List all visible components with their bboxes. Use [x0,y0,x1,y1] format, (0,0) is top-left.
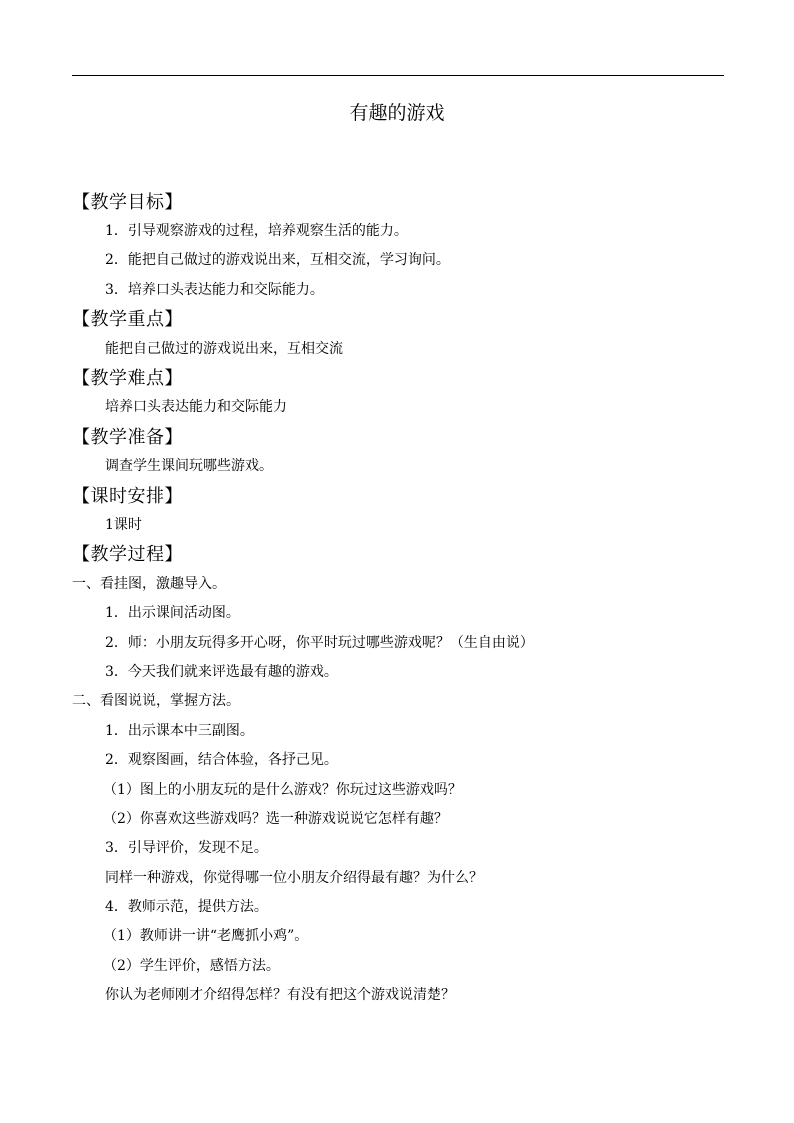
text-line: 1．引导观察游戏的过程，培养观察生活的能力。 [105,223,408,240]
section-heading: 【课时安排】 [72,485,183,507]
text-line: 4．教师示范，提供方法。 [105,899,268,916]
text-line: （1）教师讲一讲“老鹰抓小鸡”。 [103,928,309,945]
step-heading: 二、看图说说，掌握方法。 [72,693,240,710]
text-line: 2．师：小朋友玩得多开心呀，你平时玩过哪些游戏呢？（生自由说） [105,634,534,651]
text-line: 2．观察图画，结合体验，各抒己见。 [105,752,338,769]
page-title: 有趣的游戏 [349,102,445,124]
text-line: 3．今天我们就来评选最有趣的游戏。 [105,663,338,680]
text-line: 培养口头表达能力和交际能力 [105,399,287,416]
text-line: 3．培养口头表达能力和交际能力。 [105,281,324,298]
section-heading: 【教学过程】 [72,544,183,566]
text-line: （2）学生评价，感悟方法。 [103,957,280,974]
section-heading: 【教学目标】 [72,191,183,213]
step-heading: 一、看挂图，激趣导入。 [72,575,226,592]
header-rule [72,75,724,76]
section-heading: 【教学准备】 [72,426,183,448]
section-heading: 【教学难点】 [72,368,183,390]
text-line: 能把自己做过的游戏说出来，互相交流 [105,340,343,357]
document-body [0,186,794,1009]
text-line: （1）图上的小朋友玩的是什么游戏？你玩过这些游戏吗？ [103,781,462,798]
text-line: 3．引导评价，发现不足。 [105,840,268,857]
text-line: 调查学生课间玩哪些游戏。 [105,458,273,475]
text-line: 你认为老师刚才介绍得怎样？有没有把这个游戏说清楚？ [105,987,455,1004]
section-heading: 【教学重点】 [72,309,183,331]
text-line: （2）你喜欢这些游戏吗？选一种游戏说说它怎样有趣？ [103,810,448,827]
text-line: 1．出示课间活动图。 [105,605,240,622]
text-line: 同样一种游戏，你觉得哪一位小朋友介绍得最有趣？为什么？ [105,869,483,886]
text-line: 1．出示课本中三副图。 [105,722,254,739]
text-line: 1课时 [105,516,142,533]
text-line: 2．能把自己做过的游戏说出来，互相交流，学习询问。 [105,252,450,269]
